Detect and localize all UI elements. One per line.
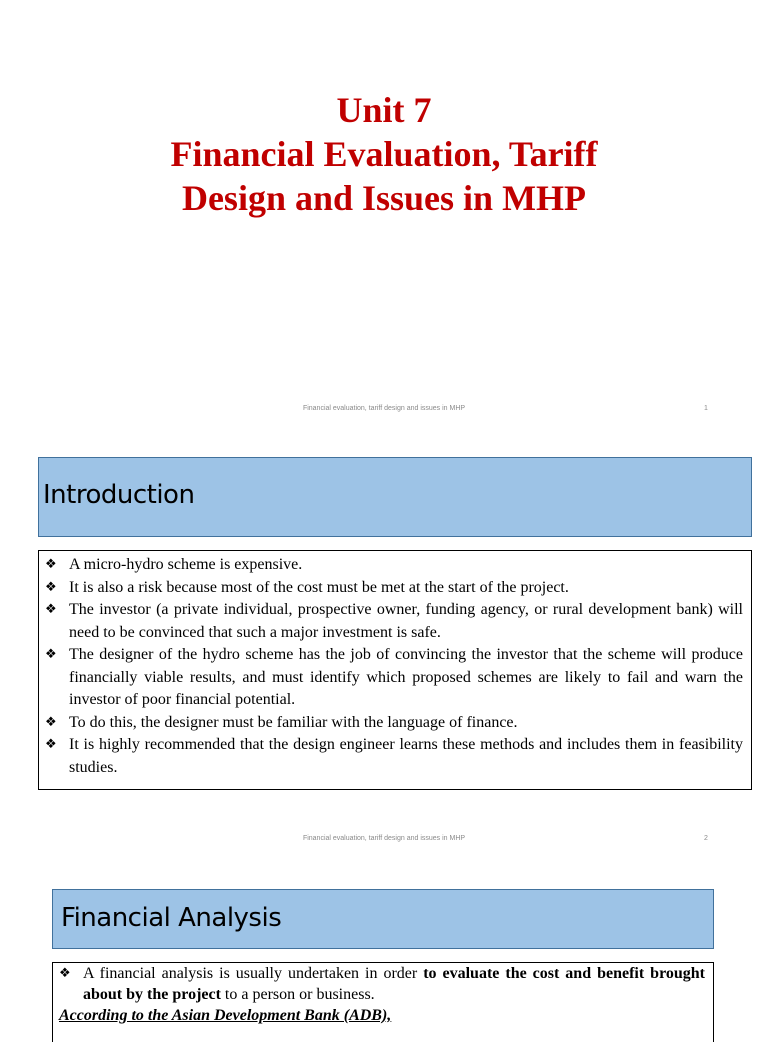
bullet-text: A financial analysis is usually undertaken in order bbox=[83, 965, 424, 982]
title-line: Financial Evaluation, Tariff bbox=[170, 134, 598, 174]
diamond-bullet-icon: ❖ bbox=[45, 557, 57, 572]
diamond-bullet-icon: ❖ bbox=[45, 714, 57, 730]
slide-3 bbox=[0, 860, 768, 1024]
section-title: Financial Analysis bbox=[61, 903, 282, 933]
bullet-list bbox=[38, 550, 752, 790]
list-item bbox=[45, 599, 743, 644]
slide-footer bbox=[0, 835, 768, 849]
diamond-bullet-icon: ❖ bbox=[45, 737, 57, 752]
page-number: 2 bbox=[704, 835, 708, 842]
bullet-text: The investor (a private individual, prospective owner, funding agency, or rural development bank) will need to be convinced that such a major investment is safe. bbox=[69, 601, 743, 641]
list-item bbox=[59, 963, 705, 1005]
title-line: Unit 7 bbox=[336, 90, 432, 130]
diamond-bullet-icon: ❖ bbox=[45, 602, 57, 617]
list-item bbox=[45, 712, 743, 735]
bullet-text: The designer of the hydro scheme has the job of convincing the investor that the scheme will produce financially viable results, and must identify which proposed schemes are likely to fail and warn the investor of poor financial potential. bbox=[69, 646, 743, 708]
footer-text: Financial evaluation, tariff design and issues in MHP bbox=[302, 405, 466, 412]
slide-title bbox=[0, 88, 768, 220]
list-item bbox=[45, 734, 743, 779]
list-item bbox=[45, 644, 743, 712]
bullet-text: A micro-hydro scheme is expensive. bbox=[69, 556, 303, 573]
section-header bbox=[38, 457, 752, 537]
section-header bbox=[52, 889, 714, 949]
title-line: Design and Issues in MHP bbox=[181, 178, 587, 218]
footer-text: Financial evaluation, tariff design and issues in MHP bbox=[302, 835, 466, 842]
slide-footer bbox=[0, 405, 768, 419]
bullet-text: It is also a risk because most of the cost must be met at the start of the project. bbox=[69, 578, 569, 596]
bullet-text: It is highly recommended that the design engineer learns these methods and includes them in feasibility studies. bbox=[69, 736, 743, 776]
slide-1 bbox=[0, 0, 768, 430]
slide-2 bbox=[0, 430, 768, 860]
list-item bbox=[45, 554, 743, 577]
diamond-bullet-icon: ❖ bbox=[59, 966, 71, 981]
bullet-text: To do this, the designer must be familiar with the language of finance. bbox=[69, 713, 518, 731]
section-title: Introduction bbox=[43, 480, 195, 510]
bullet-list bbox=[52, 962, 714, 1042]
bullet-bold-text: to evaluate the cost and benefit brought about by the project bbox=[83, 965, 706, 1003]
list-item bbox=[45, 577, 743, 600]
diamond-bullet-icon: ❖ bbox=[45, 579, 57, 595]
page-number: 1 bbox=[704, 405, 708, 412]
adb-definition-heading: According to the Asian Development Bank (ADB), bbox=[59, 1007, 392, 1024]
diamond-bullet-icon: ❖ bbox=[45, 647, 57, 662]
bullet-text: to a person or business. bbox=[220, 986, 375, 1003]
